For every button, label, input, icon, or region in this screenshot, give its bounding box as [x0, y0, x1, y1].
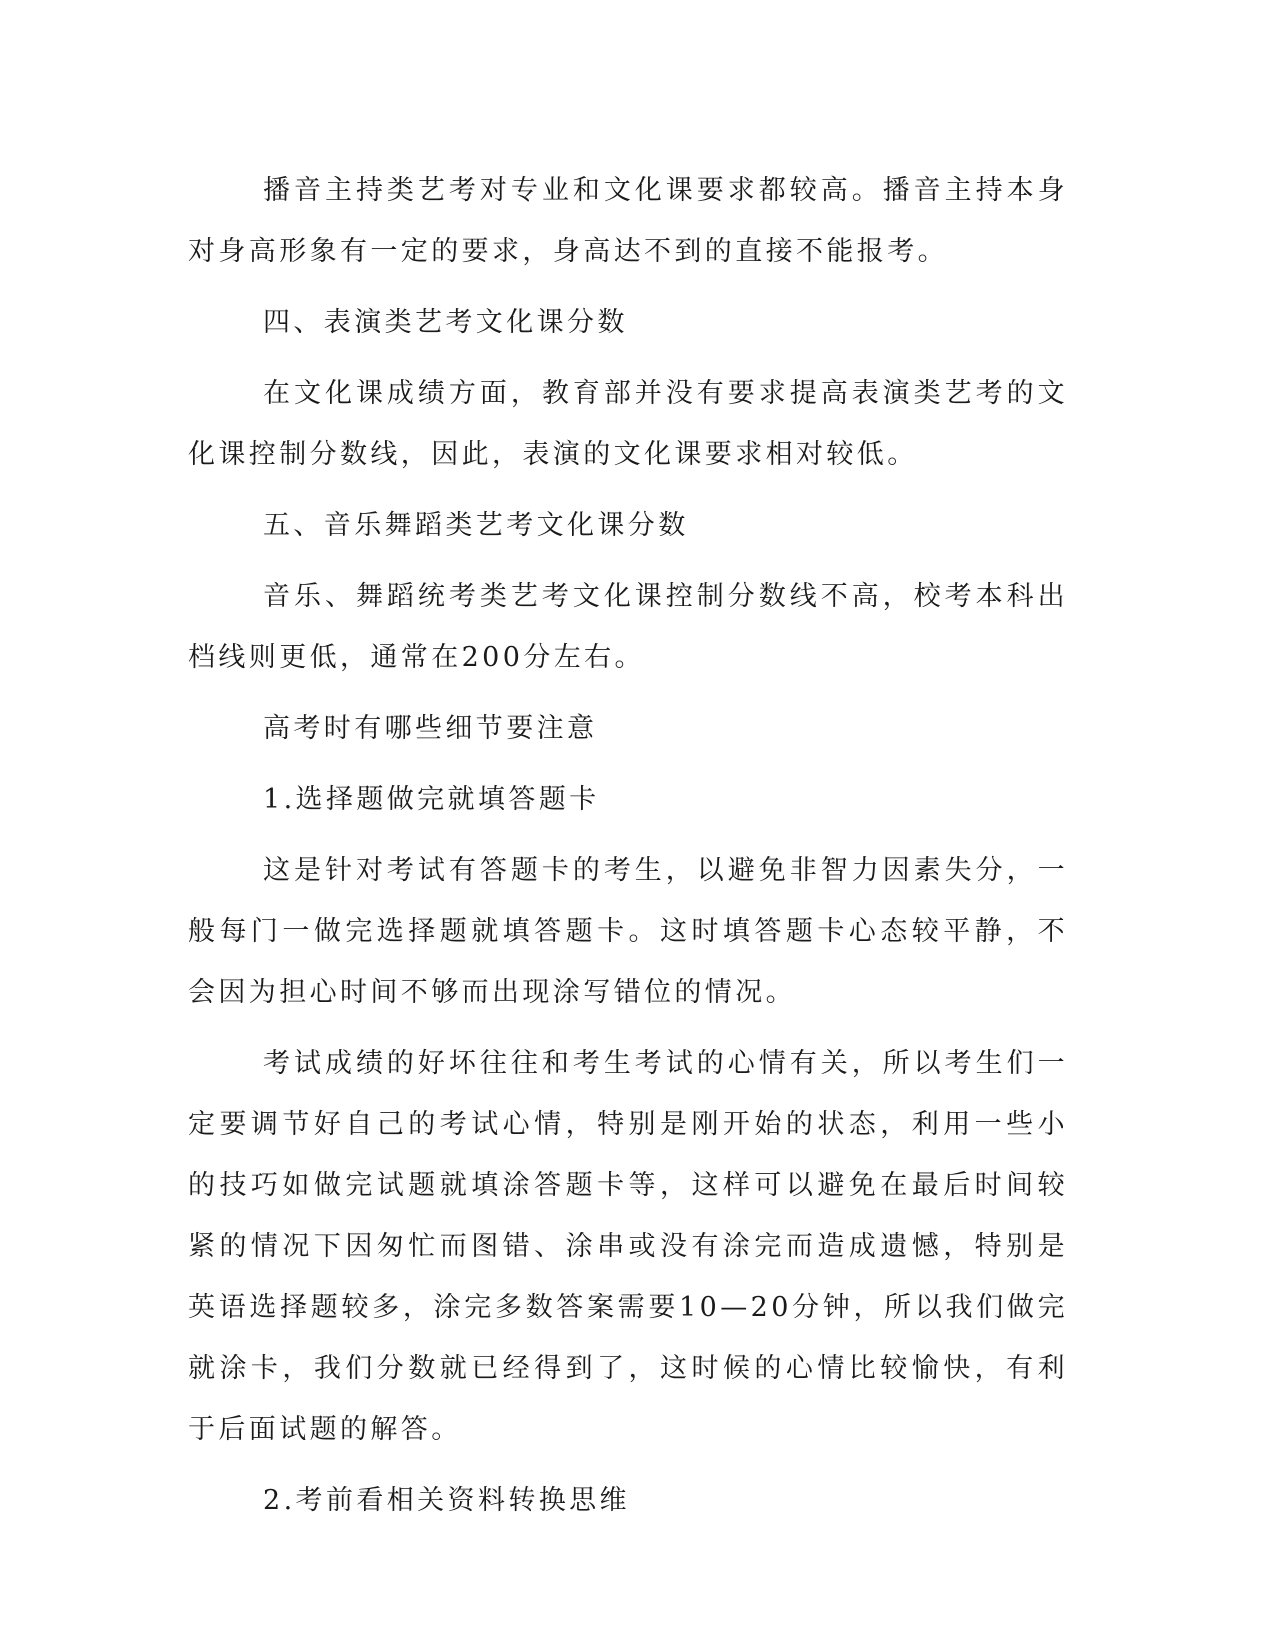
paragraph-music-dance-culture: 音乐、舞蹈统考类艺考文化课控制分数线不高，校考本科出档线则更低，通常在200分左右。: [188, 581, 1068, 673]
paragraph-exam-mood: 考试成绩的好坏往往和考生考试的心情有关，所以考生们一定要调节好自己的考试心情，特别是刚开始的状态，利用一些小的技巧如做完试题就填涂答题卡等，这样可以避免在最后时间较紧的情况下因匆忙而图错、涂串或没有涂完而造成遗憾，特别是英语选择题较多，涂完多数答案需要10—20分钟，所以我们做完就涂卡，我们分数就已经得到了，这时候的心情比较愉快，有利于后面试题的解答。: [188, 1048, 1068, 1445]
paragraph-broadcasting-requirements: 播音主持类艺考对专业和文化课要求都较高。播音主持本身对身高形象有一定的要求，身高达不到的直接不能报考。: [188, 175, 1068, 267]
paragraph-answer-sheet-tip: 这是针对考试有答题卡的考生，以避免非智力因素失分，一般每门一做完选择题就填答题卡。这时填答题卡心态较平静，不会因为担心时间不够而出现涂写错位的情况。: [188, 855, 1068, 1008]
heading-review-materials: 2.考前看相关资料转换思维: [263, 1485, 630, 1516]
heading-performance-culture-score: 四、表演类艺考文化课分数: [263, 307, 628, 338]
heading-exam-details: 高考时有哪些细节要注意: [263, 713, 598, 744]
document-body: [188, 160, 1068, 1541]
heading-music-dance-culture-score: 五、音乐舞蹈类艺考文化课分数: [263, 510, 689, 541]
paragraph-performance-culture: 在文化课成绩方面，教育部并没有要求提高表演类艺考的文化课控制分数线，因此，表演的文化课要求相对较低。: [188, 378, 1068, 470]
heading-fill-answer-sheet: 1.选择题做完就填答题卡: [263, 784, 600, 815]
